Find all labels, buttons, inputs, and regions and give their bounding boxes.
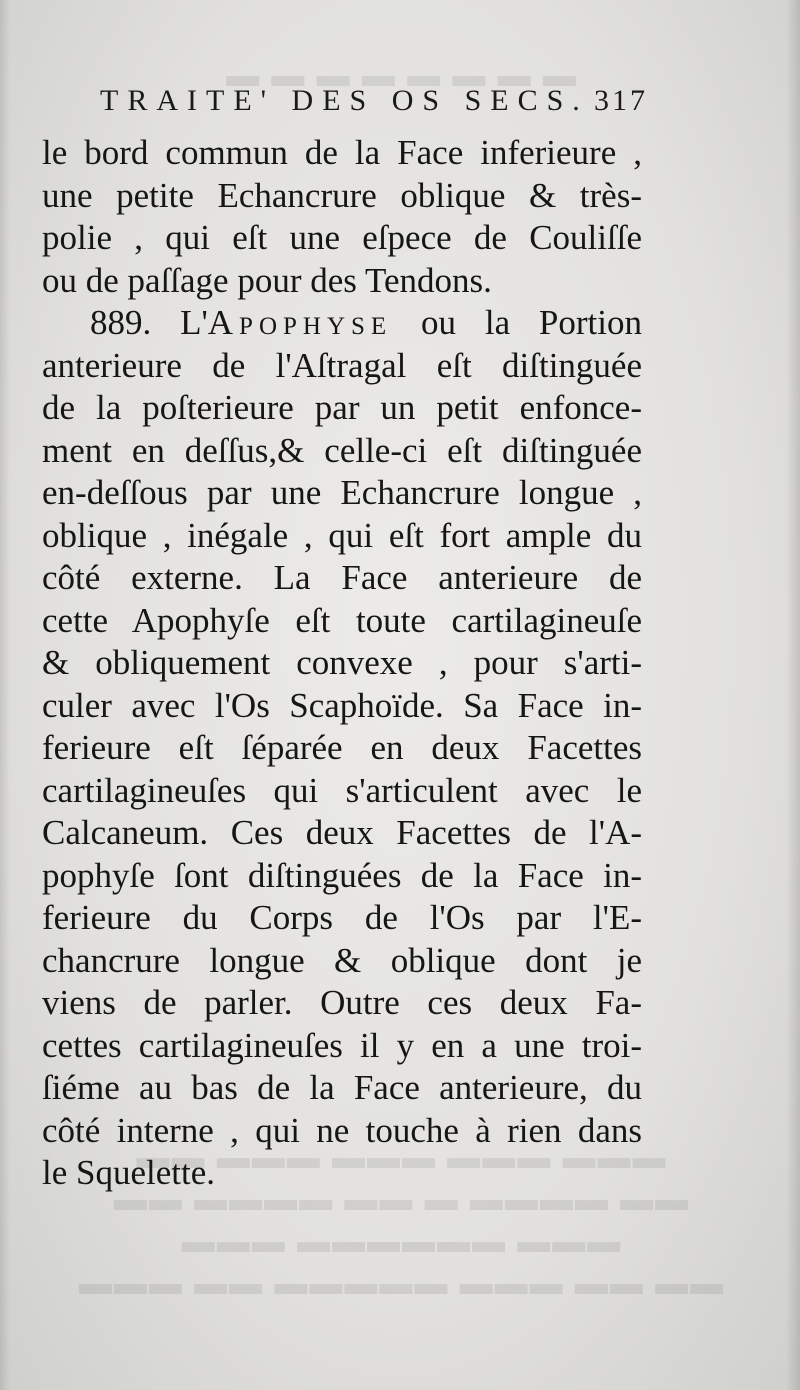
text-line: cette Apophyſe eſt toute cartilagineuſe xyxy=(42,600,642,640)
text-line: chancrure longue & oblique dont je xyxy=(42,940,642,980)
text-line: le Squelette. xyxy=(42,1153,216,1192)
page-edge-shadow xyxy=(786,0,800,1390)
show-through-1: ▬▬▬ ▬▬▬ ▬▬▬ ▬▬▬ ▬▬ xyxy=(134,1140,666,1176)
text-line: pophyſe ſont diſtinguées de la Face in- xyxy=(42,855,642,895)
page-left-shadow xyxy=(0,0,10,1390)
running-head-title: TRAITE' DES OS SECS. xyxy=(100,84,589,117)
text-line: culer avec l'Os Scaphoïde. Sa Face in- xyxy=(42,685,642,725)
text-line: oblique , inégale , qui eſt fort ample du xyxy=(42,515,642,555)
text-line: cartilagineuſes qui s'articulent avec le xyxy=(42,770,642,810)
text-line: viens de parler. Outre ces deux Fa- xyxy=(42,983,642,1022)
text-line: ou de paſſage pour des Tendons. xyxy=(42,260,492,300)
page-number: 317 xyxy=(594,84,648,117)
body-text xyxy=(42,132,642,1195)
show-through-3: ▬▬▬ ▬▬▬▬▬▬ ▬▬▬ xyxy=(179,1224,621,1260)
first-line-rest: ou la Portion xyxy=(392,303,642,342)
text-line: ſiéme au bas de la Face anterieure, du xyxy=(42,1068,642,1107)
text-line: Calcaneum. Ces deux Facettes de l'A- xyxy=(42,813,642,852)
text-line: une petite Echancrure oblique & très- xyxy=(42,175,642,215)
text-line: côté interne , qui ne touche à rien dans xyxy=(42,1110,642,1150)
text-line: de la poſterieure par un petit enfonce- xyxy=(42,388,642,427)
text-line: le bord commun de la Face inferieure , xyxy=(42,133,642,172)
text-line: polie , qui eſt une eſpece de Couliſſe xyxy=(42,218,642,257)
running-head xyxy=(100,84,648,128)
show-through-head: ▬ ▬ ▬ ▬ ▬ ▬ ▬ ▬ xyxy=(224,58,576,94)
text-line: ferieure du Corps de l'Os par l'E- xyxy=(42,898,642,937)
text-line: ment en deſſus,& celle-ci eſt diſtinguée xyxy=(42,430,642,470)
text-line: ferieure eſt ſéparée en deux Facettes xyxy=(42,728,642,767)
keyword-apophyse: Apophyse xyxy=(207,303,393,342)
show-through-4: ▬▬ ▬▬ ▬▬▬ ▬▬▬▬▬ ▬▬ ▬▬▬ xyxy=(76,1266,724,1302)
paragraph-number: 889. L' xyxy=(90,303,208,342)
text-line: anterieure de l'Aſtragal eſt diſtinguée xyxy=(42,345,642,385)
text-line: & obliquement convexe , pour s'arti- xyxy=(42,643,642,682)
text-line: côté externe. La Face anterieure de xyxy=(42,558,642,597)
paragraph-889-first-line xyxy=(42,302,642,345)
text-line: cettes cartilagineuſes il y en a une troi- xyxy=(42,1025,642,1065)
text-line: en-deſſous par une Echancrure longue , xyxy=(42,473,642,512)
show-through-2: ▬▬ ▬▬▬▬ ▬ ▬▬ ▬▬▬▬ ▬▬ xyxy=(111,1182,689,1218)
